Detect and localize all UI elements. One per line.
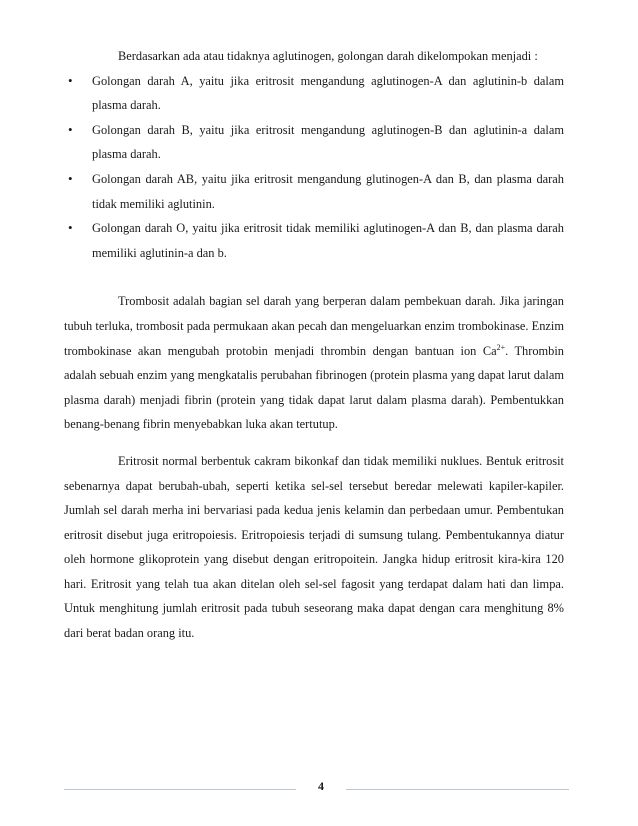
list-item — [64, 118, 564, 167]
page-number: 4 — [318, 779, 324, 793]
paragraph-trombosit — [64, 289, 564, 437]
list-item — [64, 69, 564, 118]
bullet-icon: • — [68, 121, 73, 137]
page-footer — [64, 779, 569, 797]
list-item-text: Golongan darah B, yaitu jika eritrosit mengandung aglutinogen-B dan aglutinin-a dalam plasma darah. — [92, 122, 564, 162]
calcium-charge-superscript: 2+ — [496, 342, 506, 352]
footer-rule-left — [64, 789, 296, 790]
list-item-text: Golongan darah O, yaitu jika eritrosit tidak memiliki aglutinogen-A dan B, dan plasma darah memiliki aglutinin-a dan b. — [92, 221, 564, 260]
bullet-icon: • — [68, 72, 73, 88]
paragraph-eritrosit: Eritrosit normal berbentuk cakram bikonkaf dan tidak memiliki nuklues. Bentuk eritrosit sebenarnya dapat berubah-ubah, seperti ketika sel-sel tersebut beredar melewati kapiler-kapiler. Jumlah sel darah merha ini bervariasi pada kedua jenis kelamin dan perbedaan umur. Pembentukan eritrosit disebut juga eritropoiesis. Eritropoiesis terjadi di sumsung tulang. Pembentukannya diatur oleh hormone glikoprotein yang disebut dengan eritropoitein. Jangka hidup eritrosit kira-kira 120 hari. Eritrosit yang telah tua akan ditelan oleh sel-sel fagosit yang terdapat dalam hati dan limpa. Untuk menghitung jumlah eritrosit pada tubuh seseorang maka dapat dengan cara menghitung 8% dari berat badan orang itu. — [64, 453, 564, 641]
list-item — [64, 216, 564, 265]
bullet-icon: • — [68, 220, 73, 236]
bullet-icon: • — [68, 170, 73, 186]
paragraph-blood-groups-intro: Berdasarkan ada atau tidaknya aglutinogen, golongan darah dikelompokan menjadi : — [118, 49, 538, 63]
paragraph-trombosit-text-b: . Thrombin adalah sebuah enzim yang mengkatalis perubahan fibrinogen (protein plasma yang dapat larut dalam plasma darah) menjadi fibrin (protein yang tidak dapat larut dalam plasma darah). Pembentukkan benang-benang fibrin menyebabkan luka akan tertutup. — [64, 343, 565, 432]
blood-group-list — [64, 69, 564, 266]
paragraph-trombosit-text-a: Trombosit adalah bagian sel darah yang berperan dalam pembekuan darah. Jika jaringan tubuh terluka, trombosit pada permukaan akan pecah dan mengeluarkan enzim trombokinase. Enzim trombokinase akan mengubah protobin menjadi thrombin dengan bantuan ion Ca — [64, 294, 564, 358]
list-item — [64, 167, 564, 216]
list-item-text: Golongan darah A, yaitu jika eritrosit mengandung aglutinogen-A dan aglutinin-b dalam plasma darah. — [92, 73, 564, 113]
footer-rule-right — [346, 789, 569, 790]
list-item-text: Golongan darah AB, yaitu jika eritrosit mengandung glutinogen-A dan B, dan plasma darah tidak memiliki aglutinin. — [92, 171, 564, 211]
document-body — [64, 44, 564, 646]
